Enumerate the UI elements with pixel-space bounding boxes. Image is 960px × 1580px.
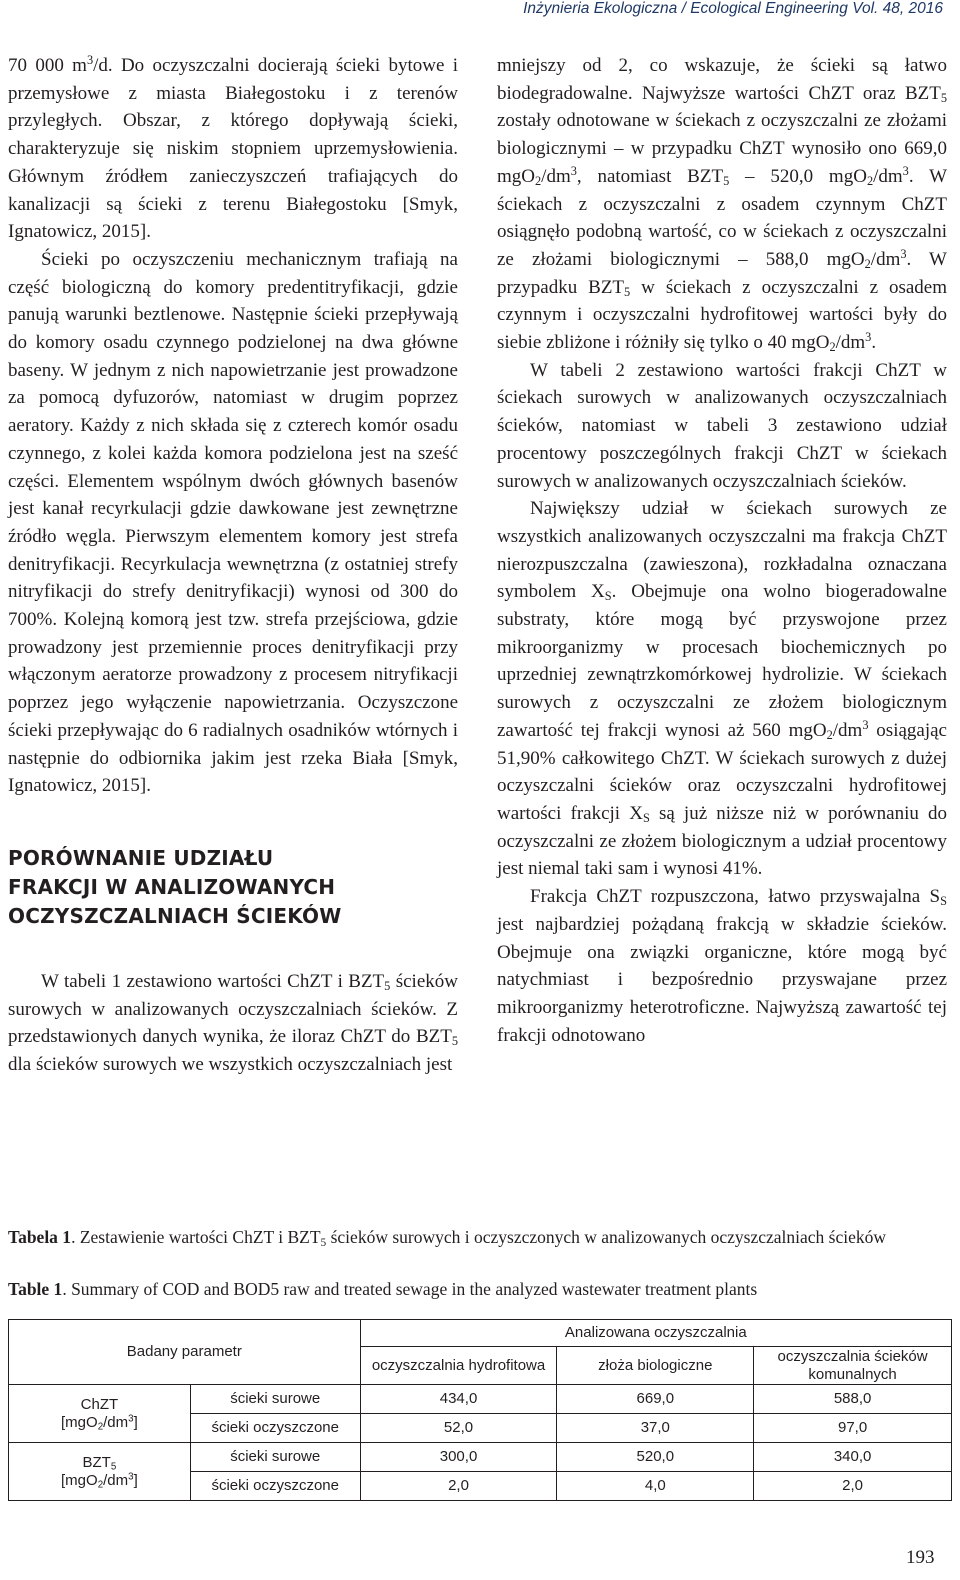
table-cell: 97,0	[754, 1414, 952, 1443]
table-cell: 300,0	[360, 1443, 557, 1472]
param-name: ChZT $[mgO_2/dm^3]$	[9, 1385, 191, 1443]
table-cell: 37,0	[557, 1414, 754, 1443]
table-cell: 52,0	[360, 1414, 557, 1443]
paragraph: mniejszy od 2, co wskazuje, że ścieki są łatwo biodegradowalne. Najwyższe wartości ChZT oraz $BZT_5$ zostały odnotowane w ściekach z oczyszczalni ze złożami biologicznymi – w przypadku ChZT wynosiło ono 669,0 $mgO_2/dm^3$, natomiast $BZT_5 - 520,0$ $mgO_2/dm^3$. W ściekach z oczyszczalni z osadem czynnym ChZT osiągnęło podobną wartość, co w ściekach z oczyszczalni ze złożami biologicznymi – 588,0 $mgO_2/dm^3$. W przypadku $BZT_5$ w ściekach z oczyszczalni z osadem czynnym i oczyszczalni hydrofitowej wartości były do siebie zbliżone i różniły się tylko o 40 $mgO_2/dm^3$.	[497, 55, 948, 355]
group-header: Analizowana oczyszczalnia	[360, 1320, 951, 1347]
row-label: ścieki surowe	[190, 1385, 360, 1414]
right-column	[497, 52, 947, 1049]
table-cell: 434,0	[360, 1385, 557, 1414]
paragraph: Frakcja ChZT rozpuszczona, łatwo przyswajalna $S_S$ jest najbardziej pożądaną frakcją w składzie ścieków. Obejmuje ona związki organiczne, które mogą być natychmiast i bezpośrednio przyswajane przez mikroorganizmy heterotroficzne. Najwyższą zawartość tej frakcji odnotowano	[497, 886, 947, 1046]
paragraph: Ścieki po oczyszczeniu mechanicznym trafiają na część biologiczną do komory predentitryfikacji, gdzie panują warunki beztlenowe. Następnie ścieki przepływają do komory osadu czynnego podzielonej na dwa główne baseny. W jednym z nich napowietrzanie jest prowadzone za pomocą dyfuzorów, natomiast w drugim poprzez aeratory. Każdy z nich składa się z czterech komór osadu czynnego, z kolei każda komora podzielona jest na sześć części. Elementem wspólnym dwóch głównych basenów jest kanał recyrkulacji gdzie dawkowane jest zewnętrzne źródło węgla. Pierwszym elementem komory jest strefa denitryfikacji. Recyrkulacja wewnętrzna (z ostatniej strefy nitryfikacji do strefy denitryfikacji) wynosi od 300 do 700%. Kolejną komorą jest tzw. strefa przejściowa, gdzie prowadzony jest przemiennie proces denitryfikacji przy włączonym aeratorze prowadzony z procesem nitryfikacji poprzez jego wyłączenie napowietrzania. Oczyszczone ścieki przepływając do 6 radialnych osadników wtórnych i następnie do odbiornika jakim jest rzeka Biała [Smyk, Ignatowicz, 2015].	[8, 248, 458, 797]
page-number: 193	[906, 1547, 935, 1568]
paragraph: W tabeli 1 zestawiono wartości ChZT i $BZT_5$ ścieków surowych w analizowanych oczyszczalniach ścieków. Z przedstawionych danych wynika, że iloraz ChZT do $BZT_5$ dla ścieków surowych we wszystkich oczyszczalniach jest	[8, 970, 458, 1076]
column-header: oczyszczalnia hydrofitowa	[360, 1347, 557, 1385]
param-header: Badany parametr	[9, 1320, 361, 1385]
journal-header: Inżynieria Ekologiczna / Ecological Engineering Vol. 48, 2016	[523, 0, 943, 17]
row-label: ścieki surowe	[190, 1443, 360, 1472]
table-caption-en: Table 1. Summary of COD and BOD5 raw and treated sewage in the analyzed wastewater treatment plants	[8, 1279, 758, 1299]
data-table	[8, 1319, 952, 1501]
section-heading: PORÓWNANIE UDZIAŁU FRAKCJI W ANALIZOWANYCH OCZYSZCZALNIACH ŚCIEKÓW	[8, 845, 342, 928]
table-cell: 669,0	[557, 1385, 754, 1414]
paragraph: Największy udział w ściekach surowych ze wszystkich analizowanych oczyszczalni ma frakcja ChZT nierozpuszczalna (zawieszona), rozkładalna oznaczana symbolem $X_S$. Obejmuje ona wolno biogeradowalne substraty, które mogą być przyswojone przez mikroorganizmy w procesach biochemicznych po uprzedniej zewnątrzkomórkowej hydrolizie. W ściekach surowych z oczyszczalni ze złożem biologicznym zawartość tej frakcji wynosi aż 560 $mgO_2/dm^3$ osiągając 51,90% całkowitego ChZT. W ściekach surowych z dużej oczyszczalni ścieków oraz oczyszczalni hydrofitowej wartości frakcji $X_S$ są już niższe niż w porównaniu do oczyszczalni ze złożem biologicznym a udział procentowy jest niemal taki sam i wynosi 41%.	[497, 498, 947, 880]
table-caption-pl: Tabela 1. Zestawienie wartości ChZT i $BZT_5$ ścieków surowych i oczyszczonych w analizowanych oczyszczalniach ścieków	[8, 1227, 887, 1249]
paragraph: 70 000 $m^3/d$. Do oczyszczalni docierają ścieki bytowe i przemysłowe z miasta Białegostoku i z terenów przyległych. Obszar, z którego dopływają ścieki, charakteryzuje się niskim stopniem uprzemysłowienia. Głównym źródłem zanieczyszczeń trafiających do kanalizacji są ścieki z terenu Białegostoku [Smyk, Ignatowicz, 2015].	[8, 53, 459, 243]
table-cell: 340,0	[754, 1443, 952, 1472]
table-cell: 520,0	[557, 1443, 754, 1472]
column-header: złoża biologiczne	[557, 1347, 754, 1385]
table-row	[9, 1443, 952, 1472]
param-name: $BZT_5$ $[mgO_2/dm^3]$	[9, 1443, 191, 1501]
row-label: ścieki oczyszczone	[190, 1472, 360, 1501]
table-cell: 2,0	[360, 1472, 557, 1501]
left-column	[8, 52, 458, 1079]
table-row	[9, 1385, 952, 1414]
table-cell: 2,0	[754, 1472, 952, 1501]
column-header: oczyszczalnia ścieków komunalnych	[754, 1347, 952, 1385]
row-label: ścieki oczyszczone	[190, 1414, 360, 1443]
table-cell: 588,0	[754, 1385, 952, 1414]
table-cell: 4,0	[557, 1472, 754, 1501]
paragraph: W tabeli 2 zestawiono wartości frakcji ChZT w ściekach surowych w analizowanych oczyszczalniach ścieków, natomiast w tabeli 3 zestawiono udział procentowy poszczególnych frakcji ChZT w ściekach surowych w analizowanych oczyszczalniach ścieków.	[497, 359, 947, 492]
